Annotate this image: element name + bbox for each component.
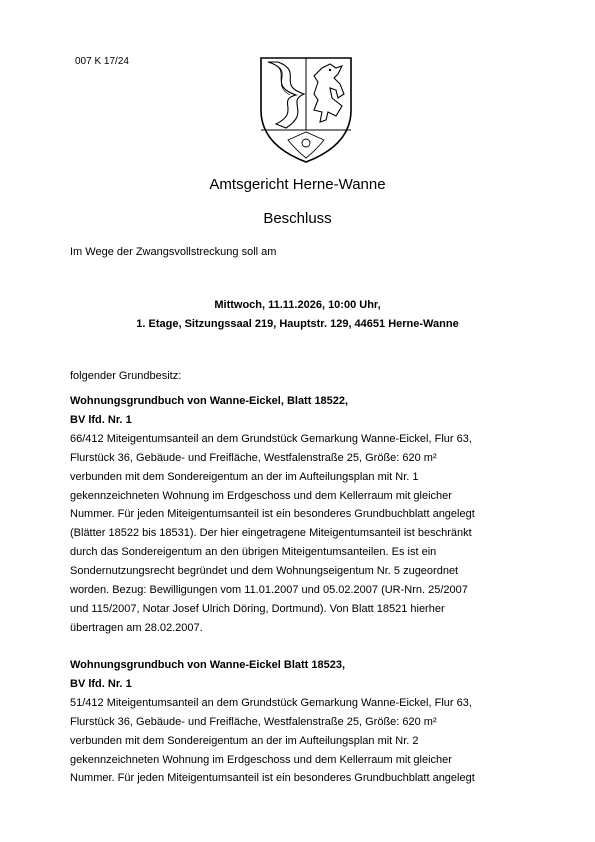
entry-line: 66/412 Miteigentumsanteil an dem Grundstück Gemarkung Wanne-Eickel, Flur 63, — [70, 432, 472, 445]
court-name: Amtsgericht Herne-Wanne — [209, 176, 386, 193]
entry-line: worden. Bezug: Bewilligungen vom 11.01.2007 und 05.02.2007 (UR-Nrn. 25/2007 — [70, 584, 468, 597]
entry-line: Nummer. Für jeden Miteigentumsanteil ist ein besonderes Grundbuchblatt angelegt — [70, 772, 475, 785]
entry-line: Sondernutzungsrecht begründet und dem Wohnungseigentum Nr. 5 zugeordnet — [70, 565, 459, 578]
nrw-coat-of-arms-icon — [256, 50, 356, 165]
entry-line: übertragen am 28.02.2007. — [70, 621, 203, 634]
property-lead-text: folgender Grundbesitz: — [70, 370, 182, 382]
intro-text: Im Wege der Zwangsvollstreckung soll am — [70, 246, 277, 258]
entry-line: gekennzeichneten Wohnung im Erdgeschoss und dem Kellerraum mit gleicher — [70, 753, 452, 766]
entry-heading: Wohnungsgrundbuch von Wanne-Eickel, Blatt 18522, — [70, 395, 349, 407]
entry-line: verbunden mit dem Sondereigentum an der im Aufteilungsplan mit Nr. 2 — [70, 734, 419, 747]
hearing-date-time: Mittwoch, 11.11.2026, 10:00 Uhr, — [214, 299, 381, 311]
entry-line: Flurstück 36, Gebäude- und Freifläche, Westfalenstraße 25, Größe: 620 m² — [70, 715, 437, 728]
entry-description — [70, 430, 530, 638]
land-register-entry — [70, 656, 530, 788]
entry-line: gekennzeichneten Wohnung im Erdgeschoss und dem Kellerraum mit gleicher — [70, 489, 452, 502]
hearing-location: 1. Etage, Sitzungssaal 219, Hauptstr. 129, 44651 Herne-Wanne — [136, 318, 459, 330]
entry-line: 51/412 Miteigentumsanteil an dem Grundstück Gemarkung Wanne-Eickel, Flur 63, — [70, 696, 472, 709]
file-reference: 007 K 17/24 — [75, 56, 129, 67]
entry-line: verbunden mit dem Sondereigentum an der im Aufteilungsplan mit Nr. 1 — [70, 470, 419, 483]
entry-line: (Blätter 18522 bis 18531). Der hier eingetragene Miteigentumsanteil ist beschränkt — [70, 527, 472, 540]
entry-description — [70, 694, 530, 789]
land-register-entry — [70, 392, 530, 638]
entry-heading: Wohnungsgrundbuch von Wanne-Eickel Blatt 18523, — [70, 659, 346, 671]
entry-subheading: BV lfd. Nr. 1 — [70, 677, 132, 690]
entry-line: Nummer. Für jeden Miteigentumsanteil ist ein besonderes Grundbuchblatt angelegt — [70, 508, 475, 521]
entry-subheading: BV lfd. Nr. 1 — [70, 413, 132, 426]
entry-line: und 115/2007, Notar Josef Ulrich Döring, Dortmund). Von Blatt 18521 hierher — [70, 602, 445, 615]
entry-line: Flurstück 36, Gebäude- und Freifläche, Westfalenstraße 25, Größe: 620 m² — [70, 451, 437, 464]
document-title: Beschluss — [263, 210, 332, 227]
entry-line: durch das Sondereigentum an den übrigen Miteigentumsanteilen. Es ist ein — [70, 546, 437, 559]
hearing-details — [0, 296, 595, 334]
